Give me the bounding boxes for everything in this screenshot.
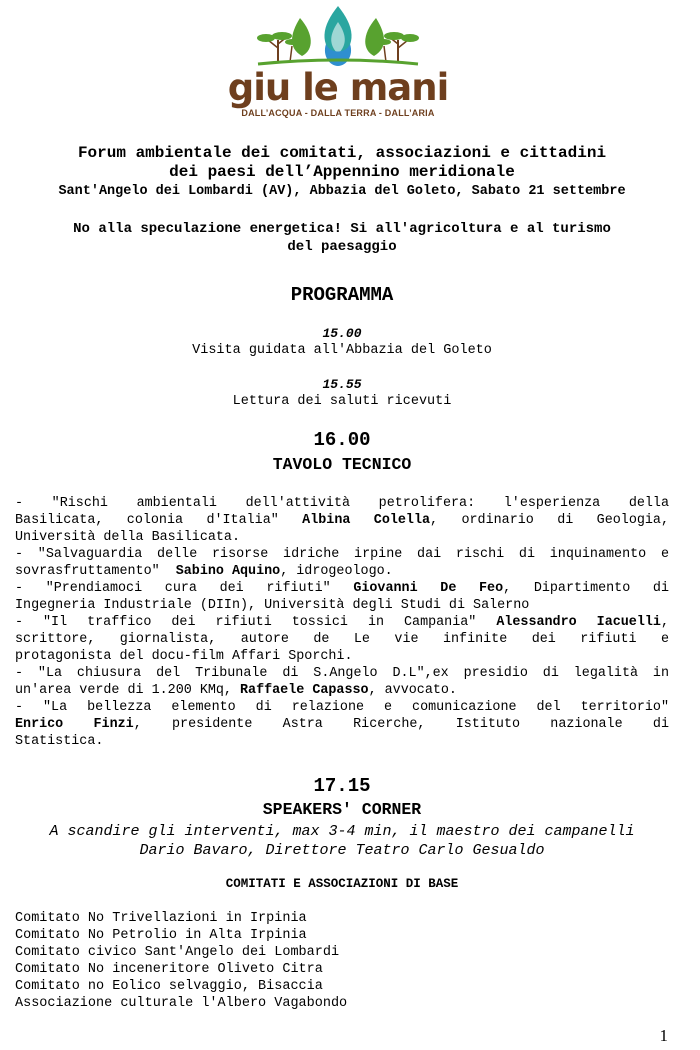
entry-line: - "La chiusura del Tribunale di S.Angelo D.L",ex presidio di legalità in	[15, 666, 669, 681]
forum-title-line1: Forum ambientale dei comitati, associazioni e cittadini	[77, 144, 607, 162]
entry-line: - "Rischi ambientali dell'attività petrolifera: l'esperienza della	[15, 496, 669, 511]
speaker-name: Sabino Aquino	[175, 564, 281, 579]
entry-line	[15, 682, 669, 699]
tavolo-entries	[15, 495, 669, 750]
speaker-name: Alessandro Iacuelli	[496, 615, 661, 630]
tavolo-header	[14, 429, 670, 475]
slogan-line1: No alla speculazione energetica! Si all'agricoltura e al turismo	[73, 221, 611, 237]
entry-text: , avvocato.	[368, 683, 457, 698]
entry-line: Università della Basilicata.	[15, 530, 240, 545]
entry-text: ,	[660, 615, 669, 630]
entry-text: , Dipartimento di	[503, 581, 669, 596]
tavolo-title: TAVOLO TECNICO	[272, 455, 412, 474]
speakers-time: 17.15	[313, 775, 371, 797]
program-heading: PROGRAMMA	[290, 284, 394, 306]
speaker-name: Giovanni De Feo	[353, 581, 504, 596]
entry-line: Ingegneria Industriale (DIIn), Università degli Studi di Salerno	[15, 598, 530, 613]
speakers-header	[14, 775, 670, 860]
entry-text: Basilicata, colonia d'Italia"	[15, 513, 303, 528]
logo-title: giu le mani	[227, 66, 449, 109]
logo	[218, 4, 458, 122]
slogan-line2: del paesaggio	[287, 239, 397, 255]
program-desc: Lettura dei saluti ricevuti	[232, 394, 452, 409]
tavolo-time: 16.00	[313, 429, 371, 451]
entry-text: ordinario di Geologia,	[461, 513, 669, 528]
entry-text: un'area verde di 1.200 KMq,	[15, 683, 240, 698]
speakers-title: SPEAKERS' CORNER	[262, 800, 422, 819]
entry-line: Basilicata, colonia d'Italia" Albina Colella, ordinario di Geologia,	[15, 513, 669, 528]
entry-text: - "Prendiamoci cura dei rifiuti"	[15, 581, 354, 596]
entry-line	[15, 716, 669, 733]
list-item: Comitato No Trivellazioni in Irpinia	[15, 911, 307, 926]
list-item: Comitato no Eolico selvaggio, Bisaccia	[15, 979, 323, 994]
speakers-note-line1: A scandire gli interventi, max 3-4 min, il maestro dei campanelli	[49, 823, 635, 840]
speaker-name: Raffaele Capasso	[240, 683, 369, 698]
speakers-note-line2: Dario Bavaro, Direttore Teatro Carlo Gesualdo	[139, 842, 545, 859]
entry-text: , presidente Astra Ricerche, Istituto nazionale di	[133, 717, 669, 732]
forum-location: Sant'Angelo dei Lombardi (AV), Abbazia del Goleto, Sabato 21 settembre	[58, 184, 626, 199]
entry-text: sovrasfruttamento"	[15, 564, 176, 579]
entry-line: protagonista del docu-film Affari Sporchi.	[15, 649, 353, 664]
program-desc: Visita guidata all'Abbazia del Goleto	[192, 343, 492, 358]
list-item: Comitato No inceneritore Oliveto Citra	[15, 962, 323, 977]
forum-title	[14, 144, 670, 182]
program-time: 15.55	[322, 377, 362, 392]
page-number: 1	[659, 1026, 668, 1045]
entry-text: , idrogeologo.	[280, 564, 393, 579]
program-time: 15.00	[322, 326, 362, 341]
speaker-name: Enrico Finzi	[15, 717, 134, 732]
list-item: Comitato civico Sant'Angelo dei Lombardi	[15, 945, 340, 960]
entry-line: Statistica.	[15, 734, 104, 749]
logo-tagline: DALL’ACQUA - DALLA TERRA - DALL’ARIA	[241, 108, 435, 118]
forum-title-line2: dei paesi dell’Appennino meridionale	[169, 163, 515, 181]
list-item: Associazione culturale l'Albero Vagabondo	[15, 996, 348, 1011]
groups-list	[15, 910, 347, 1012]
entry-line	[15, 563, 669, 580]
entry-text: - "Il traffico dei rifiuti tossici in Campania"	[15, 615, 497, 630]
list-item: Comitato No Petrolio in Alta Irpinia	[15, 928, 307, 943]
entry-line: - "Salvaguardia delle risorse idriche irpine dai rischi di inquinamento e	[15, 547, 669, 562]
entry-line: scrittore, giornalista, autore de Le vie infinite dei rifiuti e	[15, 632, 669, 647]
logo-drops-icon	[218, 4, 458, 74]
forum-slogan	[14, 220, 670, 256]
speaker-name: Albina Colella	[302, 513, 431, 528]
program-item-2	[14, 377, 670, 410]
groups-subheading: COMITATI E ASSOCIAZIONI DI BASE	[225, 877, 459, 891]
entry-line: - "La bellezza elemento di relazione e comunicazione del territorio"	[15, 700, 669, 715]
program-item-1	[14, 326, 670, 359]
entry-line	[15, 580, 669, 597]
entry-line	[15, 614, 669, 631]
